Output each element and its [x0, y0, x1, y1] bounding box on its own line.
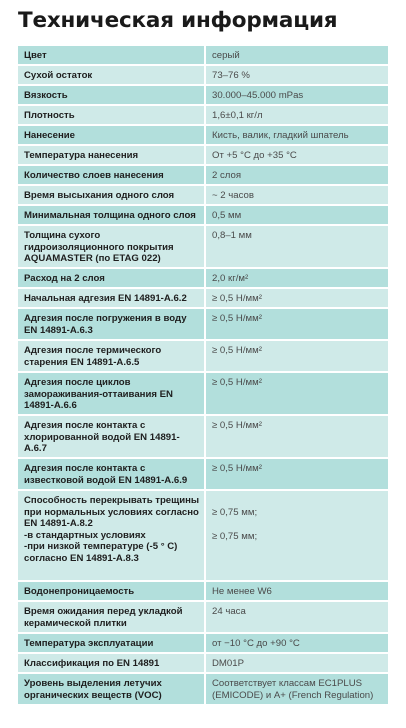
- row-value-line: 0,8–1 мм: [212, 230, 252, 241]
- row-label-line: гидроизоляционного покрытия: [24, 241, 174, 253]
- row-label-line: Толщина сухого: [24, 230, 101, 241]
- table-row: [18, 186, 388, 206]
- row-value-line: (EMICODE) и A+ (French Regulation): [212, 689, 374, 701]
- row-label: [18, 106, 206, 124]
- row-label-line: Время высыхания одного слоя: [24, 190, 175, 201]
- row-value: [206, 86, 388, 104]
- row-value: [206, 106, 388, 124]
- row-label-line: AQUAMASTER (по ETAG 022): [24, 253, 161, 264]
- row-value: [206, 226, 388, 267]
- row-value-line: ≥ 0,5 Н/мм²: [212, 463, 262, 474]
- row-label: [18, 66, 206, 84]
- table-row: [18, 146, 388, 166]
- row-label-line: керамической плитки: [24, 617, 127, 629]
- row-value-line: От +5 °С до +35 °С: [212, 150, 297, 161]
- row-label: [18, 269, 206, 287]
- row-value: [206, 459, 388, 489]
- row-value: [206, 166, 388, 184]
- row-label-line: -в стандартных условиях: [24, 529, 146, 541]
- row-label-line: Нанесение: [24, 130, 75, 141]
- row-label-line: EN 14891-A.6.3: [24, 324, 93, 336]
- row-value-line: [212, 495, 384, 507]
- table-row: [18, 126, 388, 146]
- row-label: [18, 373, 206, 414]
- row-value-line: [212, 519, 384, 531]
- table-row: [18, 66, 388, 86]
- table-row: [18, 269, 388, 289]
- row-label-line: A.6.7: [24, 443, 47, 454]
- tech-info-table: [18, 46, 388, 706]
- row-label-line: Цвет: [24, 50, 47, 61]
- row-value: [206, 416, 388, 457]
- table-row: [18, 86, 388, 106]
- row-label: [18, 289, 206, 307]
- table-row: [18, 289, 388, 309]
- row-value-line: серый: [212, 50, 240, 61]
- row-value: [206, 341, 388, 371]
- row-value: [206, 602, 388, 632]
- row-label: [18, 459, 206, 489]
- row-value: [206, 146, 388, 164]
- row-value: [206, 186, 388, 204]
- row-label-line: замораживания-оттаивания EN: [24, 388, 173, 400]
- row-value: [206, 46, 388, 64]
- row-value-line: ≥ 0,5 Н/мм²: [212, 313, 262, 324]
- row-label: [18, 416, 206, 457]
- table-row: [18, 166, 388, 186]
- table-row: [18, 106, 388, 126]
- row-label-line: Уровень выделения летучих: [24, 678, 162, 689]
- row-label-line: -при низкой температуре (-5 ° С): [24, 541, 178, 552]
- table-row: [18, 602, 388, 634]
- row-label-line: Сухой остаток: [24, 70, 93, 81]
- row-value-line: Кисть, валик, гладкий шпатель: [212, 130, 349, 141]
- table-row: [18, 674, 388, 706]
- row-label: [18, 126, 206, 144]
- row-label-line: Способность перекрывать трещины: [24, 495, 200, 506]
- row-value-line: Не менее W6: [212, 586, 272, 597]
- row-label-line: Температура эксплуатации: [24, 638, 154, 649]
- table-row: [18, 634, 388, 654]
- row-value-line: 30.000–45.000 mPas: [212, 90, 304, 101]
- row-label-line: Классификация по EN 14891: [24, 658, 160, 669]
- row-label-line: Расход на 2 слоя: [24, 273, 105, 284]
- row-label: [18, 634, 206, 652]
- row-label: [18, 674, 206, 704]
- row-label: [18, 86, 206, 104]
- row-value: [206, 206, 388, 224]
- row-value-line: 0,5 мм: [212, 210, 242, 221]
- table-row: [18, 206, 388, 226]
- row-label-line: Адгезия после погружения в воду: [24, 313, 187, 324]
- row-label: [18, 146, 206, 164]
- row-label-line: Вязкость: [24, 90, 68, 101]
- table-row: [18, 226, 388, 269]
- row-value-line: DM01P: [212, 658, 244, 669]
- row-label: [18, 491, 206, 580]
- table-row: [18, 582, 388, 602]
- row-label-line: Плотность: [24, 110, 75, 121]
- row-value: [206, 373, 388, 414]
- row-value-line: 2,0 кг/м²: [212, 273, 249, 284]
- table-row: [18, 46, 388, 66]
- row-value-line: ≥ 0,75 мм;: [212, 530, 258, 542]
- row-value: [206, 126, 388, 144]
- table-row: [18, 416, 388, 459]
- row-label-line: Начальная адгезия EN 14891-A.6.2: [24, 293, 187, 304]
- row-value: [206, 289, 388, 307]
- row-label: [18, 46, 206, 64]
- row-label-line: Адгезия после циклов: [24, 377, 131, 388]
- row-value-line: Соответствует классам EC1PLUS: [212, 678, 363, 689]
- row-value-line: 2 слоя: [212, 170, 242, 181]
- row-label-line: Минимальная толщина одного слоя: [24, 210, 196, 221]
- row-label-line: при нормальных условиях согласно: [24, 506, 199, 518]
- row-label-line: Адгезия после контакта с: [24, 463, 146, 474]
- row-value: [206, 674, 388, 704]
- row-value-line: от −10 °С до +90 °С: [212, 638, 300, 649]
- row-label-line: Количество слоев нанесения: [24, 170, 164, 181]
- row-value-line: ≥ 0,5 Н/мм²: [212, 420, 262, 431]
- row-value: [206, 66, 388, 84]
- row-label-line: 14891-A.6.6: [24, 400, 77, 411]
- row-value-line: ≥ 0,75 мм;: [212, 507, 258, 518]
- row-value-line: ≥ 0,5 Н/мм²: [212, 377, 262, 388]
- row-label-line: Температура нанесения: [24, 150, 139, 161]
- row-label: [18, 602, 206, 632]
- row-label-line: Время ожидания перед укладкой: [24, 606, 183, 617]
- row-label-line: известковой водой EN 14891-A.6.9: [24, 474, 188, 486]
- table-row: [18, 654, 388, 674]
- row-label: [18, 654, 206, 672]
- row-value-line: 24 часа: [212, 606, 246, 617]
- row-value: [206, 491, 388, 580]
- row-value: [206, 634, 388, 652]
- row-label-line: Адгезия после термического: [24, 345, 162, 356]
- page-title: Техническая информация: [18, 8, 338, 33]
- row-label: [18, 166, 206, 184]
- row-value-line: ≥ 0,5 Н/мм²: [212, 293, 262, 304]
- row-label-line: Адгезия после контакта с: [24, 420, 146, 431]
- row-label: [18, 226, 206, 267]
- row-label: [18, 341, 206, 371]
- row-label-line: согласно EN 14891-A.8.3: [24, 552, 139, 564]
- row-value: [206, 309, 388, 339]
- table-row: [18, 373, 388, 416]
- row-value-line: ~ 2 часов: [212, 190, 254, 201]
- row-value: [206, 582, 388, 600]
- row-value-line: ≥ 0,5 Н/мм²: [212, 345, 262, 356]
- row-label: [18, 186, 206, 204]
- table-row: [18, 491, 388, 582]
- row-value-line: 1,6±0,1 кг/л: [212, 110, 263, 121]
- row-value: [206, 654, 388, 672]
- row-label-line: старения EN 14891-A.6.5: [24, 356, 140, 368]
- table-row: [18, 459, 388, 491]
- row-label: [18, 309, 206, 339]
- table-row: [18, 341, 388, 373]
- row-value: [206, 269, 388, 287]
- row-label: [18, 206, 206, 224]
- row-label: [18, 582, 206, 600]
- row-value-line: 73–76 %: [212, 70, 250, 81]
- row-label-line: органических веществ (VOC): [24, 689, 162, 701]
- row-label-line: Водонепроницаемость: [24, 586, 135, 597]
- row-label-line: EN 14891-A.8.2: [24, 518, 93, 529]
- row-label-line: хлорированной водой EN 14891-: [24, 431, 180, 443]
- table-row: [18, 309, 388, 341]
